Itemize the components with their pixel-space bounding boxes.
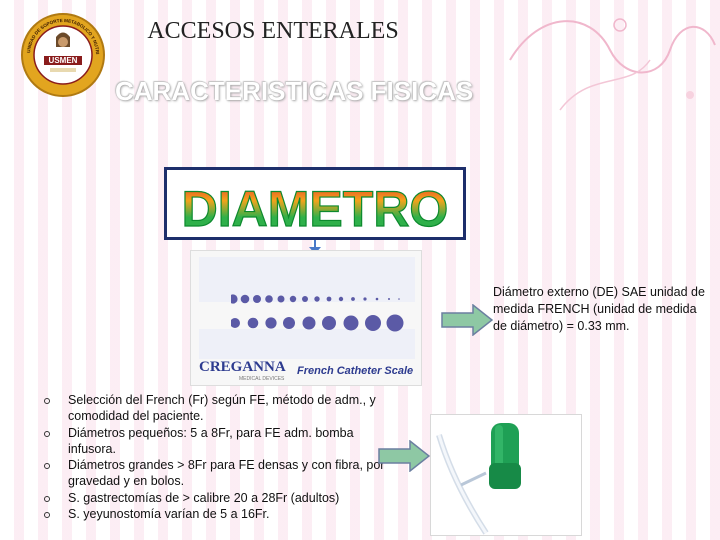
list-item: Diámetros grandes > 8Fr para FE densas y con fibra, por gravedad y en bolos. xyxy=(44,457,389,490)
arrow-right-icon xyxy=(378,440,430,472)
bullet-icon xyxy=(44,512,50,518)
list-item: S. yeyunostomía varían de 5 a 16Fr. xyxy=(44,506,389,522)
diametro-heading-box xyxy=(164,167,466,240)
logo-org-text: UNIDAD DE SOPORTE METABOLICO Y NUTRI xyxy=(26,17,100,55)
scale-brand: CREGANNA xyxy=(199,359,286,375)
scale-dots xyxy=(231,293,411,333)
bullet-icon xyxy=(44,463,50,469)
logo-name: USMEN xyxy=(48,56,78,65)
bullet-icon xyxy=(44,431,50,437)
french-unit-note: Diámetro externo (DE) SAE unidad de medida FRENCH (unidad de medida de diámetro) = 0.33 mm. xyxy=(493,285,705,333)
scale-bottom-panel xyxy=(199,329,415,359)
list-item: Selección del French (Fr) según FE, método de adm., y comodidad del paciente. xyxy=(44,392,389,425)
side-credit xyxy=(694,446,702,516)
bullet-list xyxy=(44,392,389,522)
list-item: Diámetros pequeños: 5 a 8Fr, para FE adm. bomba infusora. xyxy=(44,425,389,458)
scale-caption: French Catheter Scale xyxy=(297,365,414,377)
french-scale-image xyxy=(190,250,422,386)
feeding-tube-image xyxy=(430,414,582,536)
usmen-logo xyxy=(20,12,106,98)
decorative-swirl xyxy=(500,0,720,130)
scale-brand-sub: MEDICAL DEVICES xyxy=(239,376,285,382)
diametro-heading: DIAMETRO xyxy=(181,181,449,237)
list-item: S. gastrectomías de > calibre 20 a 28Fr (adultos) xyxy=(44,490,389,506)
slide-subtitle: CARACTERISTICAS FISICAS xyxy=(115,76,474,106)
bullet-icon xyxy=(44,496,50,502)
arrow-right-icon xyxy=(441,304,493,336)
slide-title: ACCESOS ENTERALES xyxy=(147,18,399,44)
bullet-icon xyxy=(44,398,50,404)
